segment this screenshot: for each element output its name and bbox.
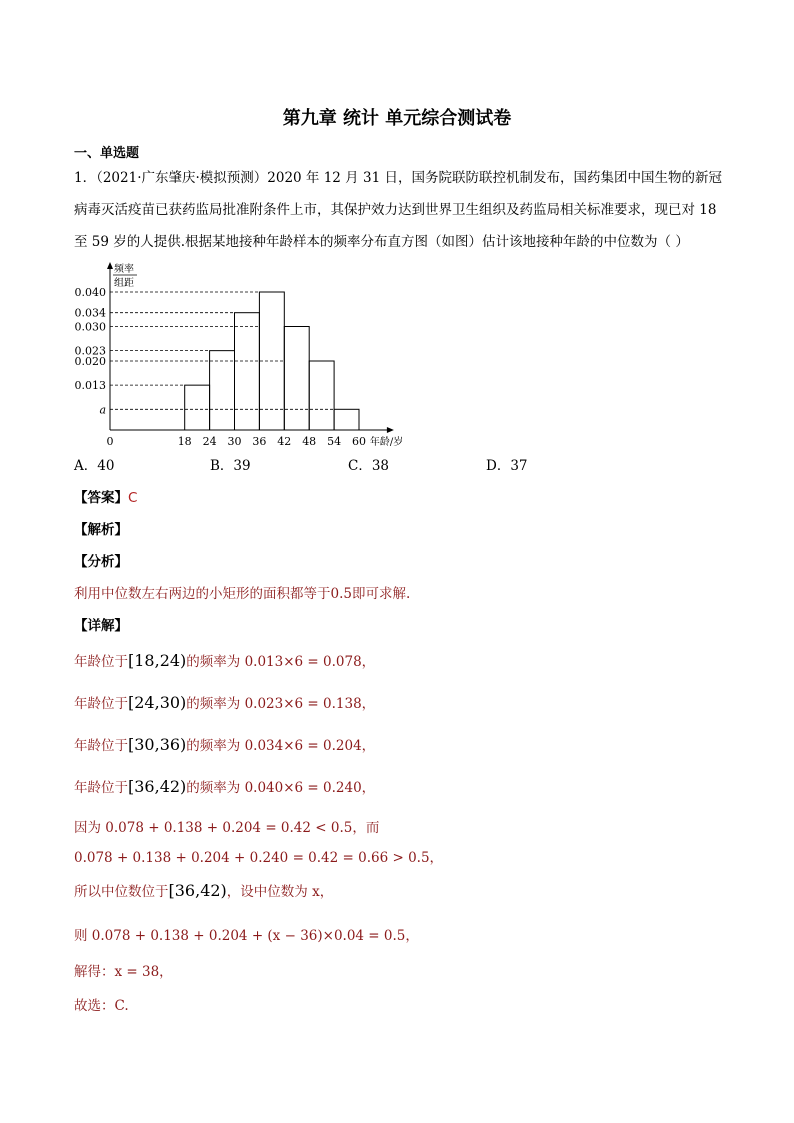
step-prefix: 年龄位于: [74, 654, 128, 670]
option-d: D．37: [486, 458, 528, 474]
histogram-chart: [74, 258, 414, 448]
y-tick-label: 0.030: [74, 320, 106, 334]
answer-line: [74, 486, 137, 506]
step-suffix: 的频率为 0.013×6 = 0.078，: [186, 654, 376, 670]
y-label-bottom: 组距: [114, 278, 134, 289]
median-suffix: ，设中位数为 x，: [226, 884, 334, 900]
x-tick-label: 48: [302, 435, 317, 448]
option-b: B．39: [210, 458, 251, 474]
solve-line: 解得：x = 38，: [74, 964, 173, 980]
because-line: 因为 0.078 + 0.138 + 0.204 = 0.42 < 0.5，而: [74, 820, 380, 836]
median-prefix: 所以中位数位于: [74, 884, 169, 900]
x-tick-label: 36: [252, 435, 267, 448]
analysis-label: 【解析】: [74, 522, 128, 538]
x-tick-label: 18: [177, 435, 192, 448]
fenxi-text: 利用中位数左右两边的小矩形的面积都等于0.5即可求解.: [74, 586, 411, 602]
histogram-bar: [284, 327, 309, 431]
option-a: A．40: [74, 458, 115, 474]
question-line-3: 至 59 岁的人提供.根据某地接种年龄样本的频率分布直方图（如图）估计该地接种年龄的中位数为（ ）: [74, 234, 689, 250]
histogram-bar: [309, 361, 334, 430]
x-tick-label: 24: [202, 435, 217, 448]
page-title: 第九章 统计 单元综合测试卷: [282, 108, 512, 129]
median-line: [74, 880, 333, 900]
x-tick-label: 42: [277, 435, 292, 448]
step-interval: [30,36): [128, 735, 187, 754]
step-suffix: 的频率为 0.040×6 = 0.240，: [186, 780, 376, 796]
step-prefix: 年龄位于: [74, 738, 128, 754]
sum-line: 0.078 + 0.138 + 0.204 + 0.240 = 0.42 = 0.66 > 0.5，: [74, 850, 444, 866]
answer-label: 【答案】: [74, 490, 128, 506]
step-prefix: 年龄位于: [74, 696, 128, 712]
x-origin-label: 0: [106, 435, 114, 448]
step-interval: [18,24): [128, 651, 187, 670]
step-suffix: 的频率为 0.023×6 = 0.138，: [186, 696, 376, 712]
y-label-top: 频率: [114, 264, 134, 275]
question-line-1: 1．（2021·广东肇庆·模拟预测）2020 年 12 月 31 日，国务院联防联控机制发布，国药集团中国生物的新冠: [74, 170, 722, 186]
y-tick-label: 0.023: [74, 344, 106, 358]
x-axis-arrow: [387, 427, 394, 433]
choose-line: 故选：C.: [74, 998, 129, 1014]
step-row: [74, 776, 375, 796]
y-tick-label: a: [99, 403, 106, 417]
step-interval: [24,30): [128, 693, 187, 712]
x-axis-title: 年龄/岁: [369, 437, 404, 448]
median-interval: [36,42): [168, 881, 227, 900]
y-tick-label: 0.034: [74, 306, 106, 320]
histogram-bar: [334, 409, 359, 430]
step-row: [74, 692, 375, 712]
histogram-bar: [210, 351, 235, 430]
fenxi-label: 【分析】: [74, 554, 128, 570]
histogram-bar: [185, 385, 210, 430]
equation-line: 则 0.078 + 0.138 + 0.204 + (x − 36)×0.04 = 0.5，: [74, 928, 419, 944]
step-suffix: 的频率为 0.034×6 = 0.204，: [186, 738, 376, 754]
step-row: [74, 650, 375, 670]
step-interval: [36,42): [128, 777, 187, 796]
step-prefix: 年龄位于: [74, 780, 128, 796]
step-row: [74, 734, 375, 754]
y-tick-label: 0.040: [74, 286, 106, 299]
histogram-bar: [235, 313, 260, 430]
x-tick-label: 54: [327, 435, 342, 448]
y-tick-label: 0.013: [74, 379, 106, 393]
detail-label: 【详解】: [74, 618, 128, 634]
y-axis-arrow: [107, 262, 113, 269]
x-tick-label: 30: [227, 435, 242, 448]
question-line-2: 病毒灭活疫苗已获药监局批准附条件上市，其保护效力达到世界卫生组织及药监局相关标准要求，现已对 18: [74, 202, 717, 218]
y-tick-label: 0.020: [74, 355, 106, 368]
section-heading: 一、单选题: [74, 146, 140, 161]
option-c: C．38: [348, 458, 390, 474]
answer-value: C: [128, 490, 138, 506]
x-tick-label: 60: [352, 435, 366, 448]
